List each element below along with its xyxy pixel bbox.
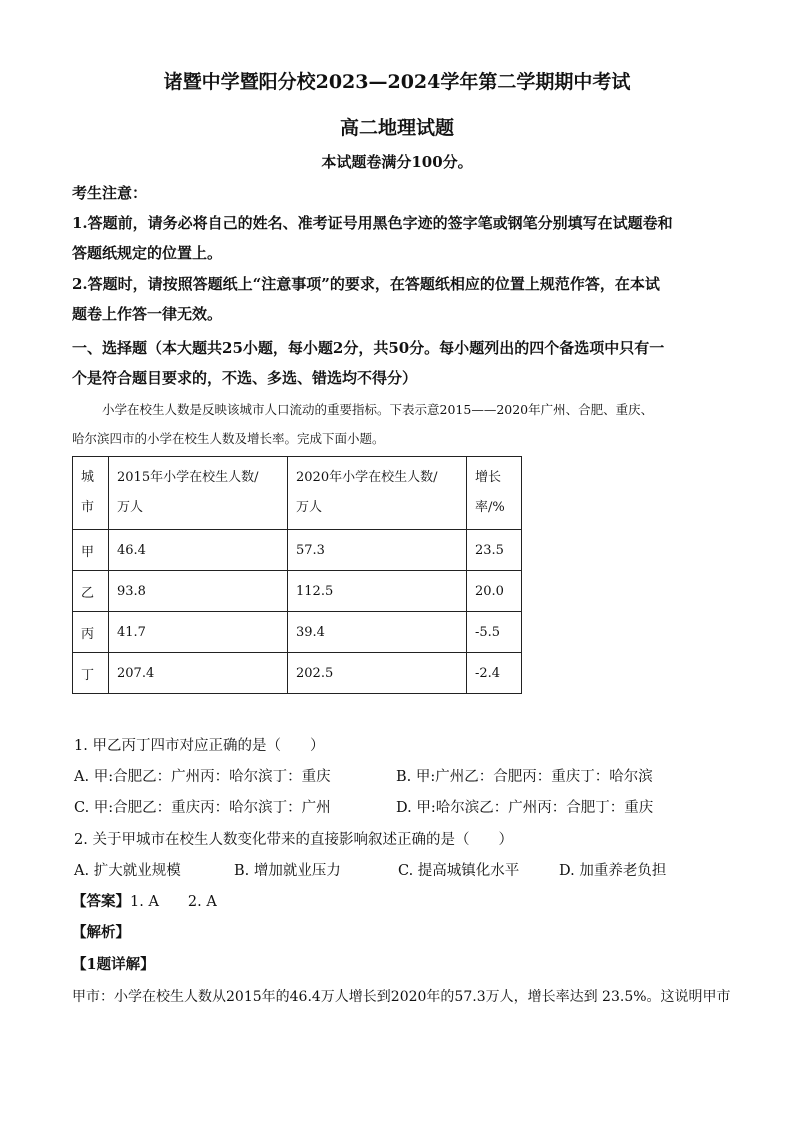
table-row [73, 653, 522, 694]
exam-title: 诸暨中学暨阳分校2023—2024学年第二学期期中考试 [163, 71, 631, 93]
table-cell: 202.5 [288, 653, 467, 694]
question-2-option-c: C. 提高城镇化水平 [398, 863, 520, 879]
table-cell: 39.4 [288, 612, 467, 653]
table-cell: 207.4 [109, 653, 288, 694]
table-header-cell: 2015年小学在校生人数/ 万人 [109, 457, 288, 530]
question-1-option-d: D. 甲:哈尔滨乙：广州丙：合肥丁：重庆 [396, 800, 654, 816]
table-cell: -2.4 [467, 653, 522, 694]
notice-heading: 考生注意： [72, 184, 148, 202]
table-cell: 112.5 [288, 571, 467, 612]
table-cell: 甲 [73, 530, 109, 571]
table-cell: 丁 [73, 653, 109, 694]
table-header-cell: 2020年小学在校生人数/ 万人 [288, 457, 467, 530]
question-1-option-a: A. 甲:合肥乙：广州丙：哈尔滨丁：重庆 [74, 769, 331, 785]
score-note: 本试题卷满分100分。 [321, 153, 473, 171]
question-2-option-d: D. 加重养老负担 [559, 863, 667, 879]
question-2-option-b: B. 增加就业压力 [234, 863, 341, 879]
intro-line-a: 小学在校生人数是反映该城市人口流动的重要指标。下表示意2015——2020年广州、合肥、重庆、 [102, 402, 654, 417]
table-cell: 23.5 [467, 530, 522, 571]
table-row [73, 530, 522, 571]
table-header-cell: 城 市 [73, 457, 109, 530]
table-cell: 41.7 [109, 612, 288, 653]
notice-item-2a: 2.答题时，请按照答题纸上“注意事项”的要求，在答题纸相应的位置上规范作答，在本试 [72, 275, 660, 293]
answer-tag: 【答案】 [72, 893, 130, 910]
analysis-subtag: 【1题详解】 [72, 956, 155, 973]
table-header-cell: 增长 率/% [467, 457, 522, 530]
notice-item-1a: 1.答题前，请务必将自己的姓名、准考证号用黑色字迹的签字笔或钢笔分别填写在试题卷和 [72, 214, 673, 232]
section-heading-a: 一、选择题（本大题共25小题，每小题2分，共50分。每小题列出的四个备选项中只有一 [72, 339, 665, 357]
table-cell: 20.0 [467, 571, 522, 612]
answer-text: 1. A 2. A [130, 894, 217, 910]
answer-line [72, 891, 217, 913]
question-2-stem: 2. 关于甲城市在校生人数变化带来的直接影响叙述正确的是（ ） [74, 832, 513, 848]
question-1-option-b: B. 甲:广州乙：合肥丙：重庆丁：哈尔滨 [396, 769, 653, 785]
table-cell: 46.4 [109, 530, 288, 571]
intro-line-b: 哈尔滨四市的小学在校生人数及增长率。完成下面小题。 [72, 431, 385, 446]
table-cell: 丙 [73, 612, 109, 653]
table-cell: 93.8 [109, 571, 288, 612]
table-header-row [73, 457, 522, 530]
exam-subtitle: 高二地理试题 [339, 117, 454, 139]
table-cell: -5.5 [467, 612, 522, 653]
table-cell: 57.3 [288, 530, 467, 571]
section-heading-b: 个是符合题目要求的，不选、多选、错选均不得分） [72, 369, 418, 387]
table-row [73, 612, 522, 653]
question-2-option-a: A. 扩大就业规模 [74, 863, 181, 879]
notice-item-2b: 题卷上作答一律无效。 [72, 305, 223, 323]
question-1-stem: 1. 甲乙丙丁四市对应正确的是（ ） [74, 738, 325, 754]
table-row [73, 571, 522, 612]
question-1-option-c: C. 甲:合肥乙：重庆丙：哈尔滨丁：广州 [74, 800, 331, 816]
notice-item-1b: 答题纸规定的位置上。 [72, 244, 223, 262]
analysis-tag: 【解析】 [72, 924, 130, 941]
table-cell: 乙 [73, 571, 109, 612]
analysis-text: 甲市：小学在校生人数从2015年的46.4万人增长到2020年的57.3万人，增长率达到 23.5%。这说明甲市 [72, 989, 731, 1005]
population-table [72, 456, 522, 694]
